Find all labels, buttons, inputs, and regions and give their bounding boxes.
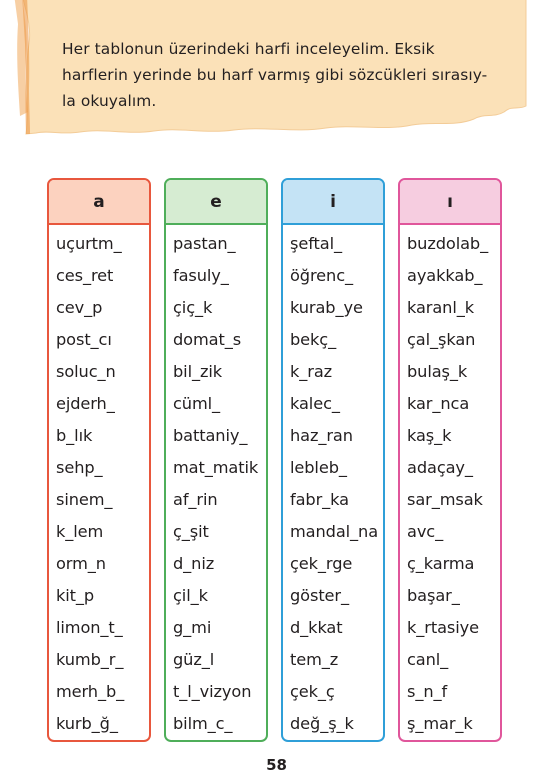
word-item: kaş_k — [407, 426, 452, 445]
letter-table-i — [281, 178, 385, 742]
word-item: sar_msak — [407, 490, 483, 509]
word-item: ç_karma — [407, 554, 475, 573]
letter-table-header — [166, 180, 266, 225]
letter-table-e — [164, 178, 268, 742]
word-item: orm_n — [56, 554, 106, 573]
word-item: kar_nca — [407, 394, 470, 413]
word-item: değ_ş_k — [290, 714, 354, 733]
word-item: k_raz — [290, 362, 333, 381]
word-item: kurab_ye — [290, 298, 363, 317]
word-item: çil_k — [173, 586, 208, 605]
word-item: battaniy_ — [173, 426, 248, 445]
word-item: güz_l — [173, 650, 215, 669]
word-item: çal_şkan — [407, 330, 476, 349]
word-list — [283, 225, 383, 740]
word-item: af_rin — [173, 490, 218, 509]
word-list — [400, 225, 500, 740]
word-item: merh_b_ — [56, 682, 125, 701]
letter-table-dotless-i — [398, 178, 502, 742]
word-item: g_mi — [173, 618, 212, 637]
header-letter: ı — [447, 191, 453, 212]
word-item: sinem_ — [56, 490, 113, 509]
word-item: ces_ret — [56, 266, 114, 285]
header-letter: e — [210, 191, 222, 212]
word-item: adaçay_ — [407, 458, 473, 477]
header-letter: a — [93, 191, 105, 212]
word-item: bekç_ — [290, 330, 337, 349]
header-letter: i — [330, 191, 336, 212]
word-item: uçurtm_ — [56, 234, 122, 253]
instruction-line-3: la okuyalım. — [62, 92, 157, 110]
word-item: kit_p — [56, 586, 95, 605]
word-item: b_lık — [56, 426, 93, 445]
word-item: kumb_r_ — [56, 650, 124, 669]
word-item: soluc_n — [56, 362, 116, 381]
page-number: 58 — [266, 756, 287, 774]
word-item: göster_ — [290, 586, 349, 605]
word-item: ejderh_ — [56, 394, 115, 413]
word-item: d_niz — [173, 554, 215, 573]
word-item: kurb_ğ_ — [56, 714, 118, 733]
word-item: buzdolab_ — [407, 234, 489, 253]
letter-table-a — [47, 178, 151, 742]
word-item: ayakkab_ — [407, 266, 483, 285]
letter-table-header — [49, 180, 149, 225]
word-item: k_lem — [56, 522, 104, 541]
instruction-line-2: harflerin yerinde bu harf varmış gibi sözcükleri sırasıy- — [62, 66, 488, 84]
word-item: lebleb_ — [290, 458, 347, 477]
word-item: kalec_ — [290, 394, 340, 413]
word-item: avc_ — [407, 522, 444, 541]
word-item: k_rtasiye — [407, 618, 479, 637]
word-item: başar_ — [407, 586, 460, 605]
word-item: limon_t_ — [56, 618, 123, 637]
word-item: şeftal_ — [290, 234, 342, 253]
letter-tables — [0, 178, 553, 744]
word-item: d_kkat — [290, 618, 343, 637]
word-item: tem_z — [290, 650, 339, 669]
word-item: fasuly_ — [173, 266, 229, 285]
word-item: mandal_na — [290, 522, 379, 541]
word-item: bil_zik — [173, 362, 223, 381]
word-item: bulaş_k — [407, 362, 468, 381]
word-item: bilm_c_ — [173, 714, 233, 733]
instruction-text — [62, 36, 522, 114]
word-item: haz_ran — [290, 426, 353, 445]
word-item: canl_ — [407, 650, 449, 669]
word-item: cüml_ — [173, 394, 221, 413]
instruction-scroll — [14, 0, 530, 140]
letter-table-header — [400, 180, 500, 225]
word-item: sehp_ — [56, 458, 103, 477]
word-item: çek_rge — [290, 554, 353, 573]
word-item: karanl_k — [407, 298, 475, 317]
word-item: post_cı — [56, 330, 112, 349]
word-item: fabr_ka — [290, 490, 349, 509]
word-item: mat_matik — [173, 458, 259, 477]
word-item: t_l_vizyon — [173, 682, 252, 701]
letter-table-header — [283, 180, 383, 225]
word-item: öğrenc_ — [290, 266, 353, 285]
word-list — [166, 225, 266, 740]
word-item: domat_s — [173, 330, 242, 349]
word-list — [49, 225, 149, 740]
word-item: çiç_k — [173, 298, 213, 317]
word-item: çek_ç — [290, 682, 335, 701]
word-item: s_n_f — [407, 682, 448, 701]
word-item: cev_p — [56, 298, 103, 317]
word-item: pastan_ — [173, 234, 236, 253]
instruction-line-1: Her tablonun üzerindeki harfi inceleyelim. Eksik — [62, 40, 435, 58]
word-item: ç_şit — [173, 522, 209, 541]
word-item: ş_mar_k — [407, 714, 473, 733]
